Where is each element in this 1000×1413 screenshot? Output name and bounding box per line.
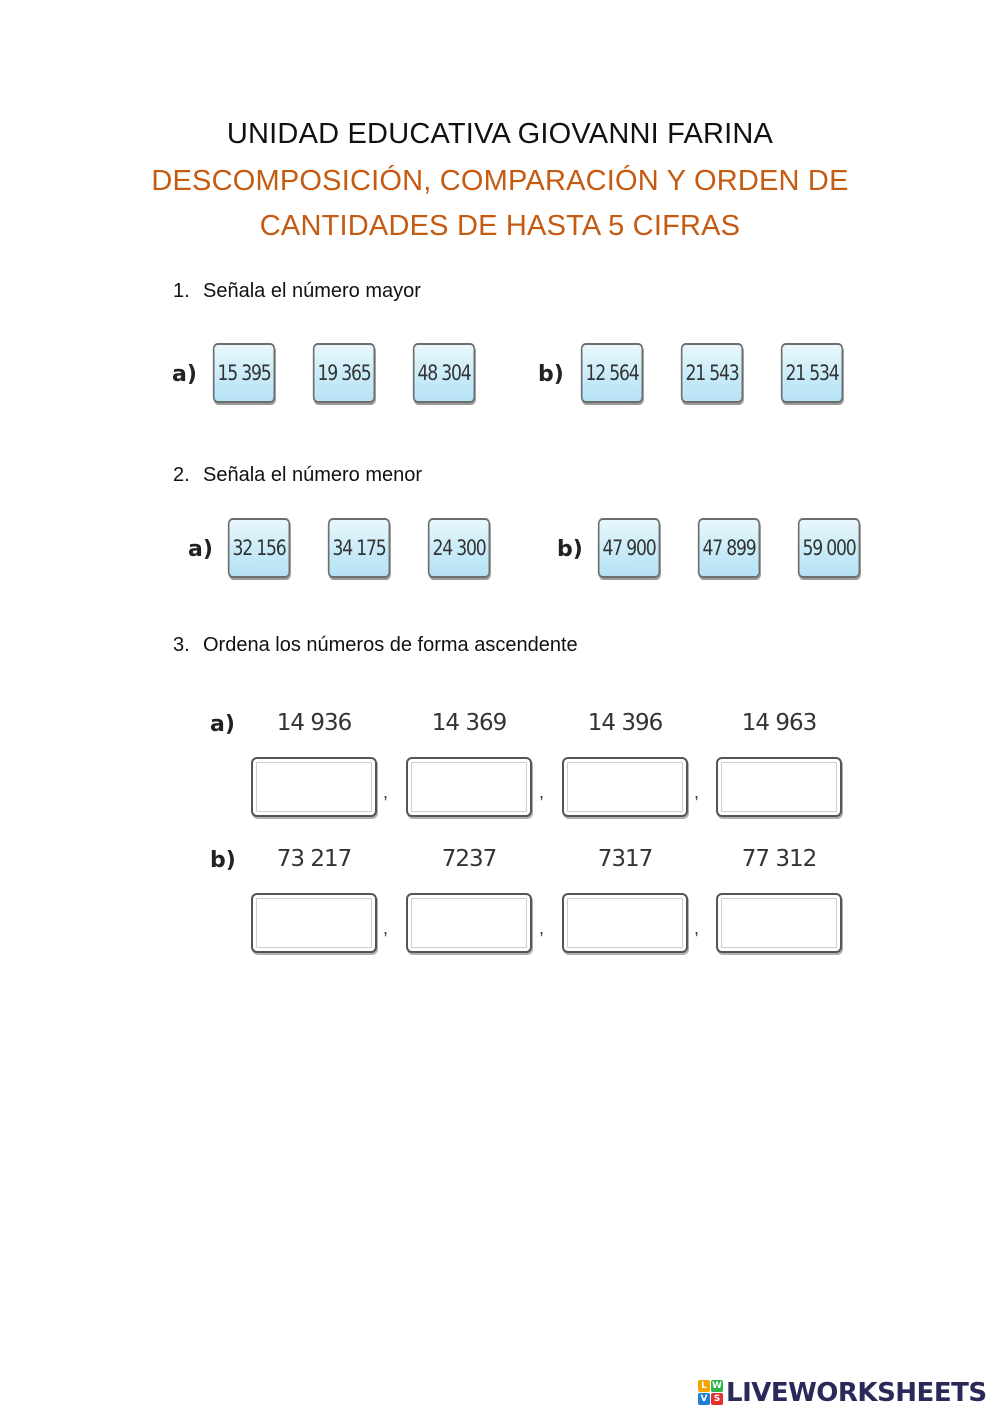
q2-b-option-1[interactable]: 47 900 (598, 518, 660, 578)
q1-b-option-1[interactable]: 12 564 (581, 343, 643, 403)
q3-b-answer-box-2[interactable] (406, 893, 532, 953)
q1-a-option-2[interactable]: 19 365 (313, 343, 375, 403)
q3-a-number-4: 14 963 (741, 710, 817, 736)
q3-b-number-1: 73 217 (276, 846, 352, 872)
question-2-number: 2. (173, 464, 190, 486)
liveworksheets-logo (698, 1378, 987, 1408)
q1-a-option-3[interactable]: 48 304 (413, 343, 475, 403)
q3-a-separator-2: , (539, 782, 545, 802)
q3-a-answer-box-4[interactable] (716, 757, 842, 817)
q3-b-answer-box-1[interactable] (251, 893, 377, 953)
question-1 (173, 280, 421, 303)
liveworksheets-logo-text: LIVEWORKSHEETS (726, 1378, 987, 1408)
q3-a-answer-box-1[interactable] (251, 757, 377, 817)
q3-a-number-1: 14 936 (276, 710, 352, 736)
question-3-text: Ordena los números de forma ascendente (203, 634, 578, 656)
school-name: UNIDAD EDUCATIVA GIOVANNI FARINA (226, 118, 774, 150)
q2-a-option-1[interactable]: 32 156 (228, 518, 290, 578)
q3-a-answer-box-2[interactable] (406, 757, 532, 817)
question-1-number: 1. (173, 280, 190, 302)
q3-b-answer-box-4[interactable] (716, 893, 842, 953)
question-2-text: Señala el número menor (203, 464, 423, 486)
question-2 (173, 464, 422, 487)
liveworksheets-logo-icon: L W V S (698, 1380, 724, 1406)
q2-a-option-3[interactable]: 24 300 (428, 518, 490, 578)
q3-a-separator-3: , (694, 782, 700, 802)
q3-b-number-4: 77 312 (741, 846, 817, 872)
question-3-number: 3. (173, 634, 190, 656)
q2-a-option-2[interactable]: 34 175 (328, 518, 390, 578)
q3-b-answer-box-3[interactable] (562, 893, 688, 953)
q1-b-label: b) (538, 362, 564, 387)
q2-b-option-3[interactable]: 59 000 (798, 518, 860, 578)
q3-b-separator-1: , (383, 918, 389, 938)
worksheet-title-line-1: DESCOMPOSICIÓN, COMPARACIÓN Y ORDEN DE (151, 165, 849, 197)
q2-b-option-2[interactable]: 47 899 (698, 518, 760, 578)
q3-a-label: a) (210, 712, 235, 737)
q3-a-separator-1: , (383, 782, 389, 802)
q2-b-label: b) (557, 537, 583, 562)
q2-a-label: a) (188, 537, 213, 562)
question-3 (173, 634, 578, 657)
q1-a-label: a) (172, 362, 197, 387)
q1-b-option-2[interactable]: 21 543 (681, 343, 743, 403)
q3-b-label: b) (210, 848, 236, 873)
q3-b-separator-2: , (539, 918, 545, 938)
q3-b-number-3: 7317 (597, 846, 653, 872)
q1-a-option-1[interactable]: 15 395 (213, 343, 275, 403)
q1-b-option-3[interactable]: 21 534 (781, 343, 843, 403)
question-1-text: Señala el número mayor (203, 280, 421, 302)
q3-b-number-2: 7237 (441, 846, 497, 872)
q3-a-number-2: 14 369 (431, 710, 507, 736)
q3-a-number-3: 14 396 (587, 710, 663, 736)
q3-a-answer-box-3[interactable] (562, 757, 688, 817)
worksheet-title-line-2: CANTIDADES DE HASTA 5 CIFRAS (259, 210, 741, 242)
q3-b-separator-3: , (694, 918, 700, 938)
